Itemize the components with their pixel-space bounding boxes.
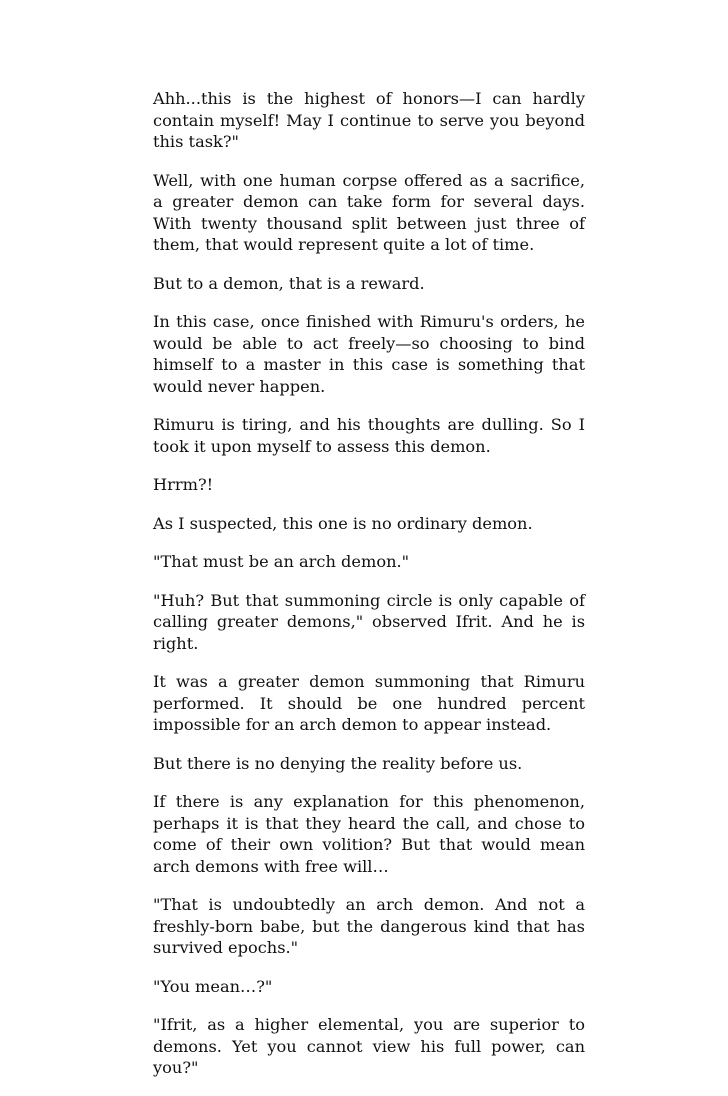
paragraph: Well, with one human corpse offered as a sacrifice, a greater demon can take form for several days. With twenty thousand split between just three of them, that would represent quite a lot of time.	[153, 170, 585, 254]
paragraph: Rimuru is tiring, and his thoughts are dulling. So I took it upon myself to assess this demon.	[153, 415, 585, 456]
paragraph: But to a demon, that is a reward.	[153, 273, 425, 293]
paragraph: Ahh...this is the highest of honors—I can hardly contain myself! May I continue to serve you beyond this task?"	[153, 89, 585, 151]
paragraph: In this case, once finished with Rimuru's orders, he would be able to act freely—so choosing to bind himself to a master in this case is something that would never happen.	[153, 312, 585, 396]
paragraph: "That is undoubtedly an arch demon. And not a freshly-born babe, but the dangerous kind that has survived epochs."	[153, 895, 585, 957]
paragraph: Hrrm?!	[153, 475, 214, 494]
paragraph: It was a greater demon summoning that Rimuru performed. It should be one hundred percent impossible for an arch demon to appear instead.	[153, 672, 585, 734]
paragraph: "You mean…?"	[153, 976, 273, 996]
paragraph: As I suspected, this one is no ordinary demon.	[153, 513, 533, 533]
paragraph: "That must be an arch demon."	[153, 552, 410, 571]
paragraph: If there is any explanation for this phenomenon, perhaps it is that they heard the call, and chose to come of their own volition? But that would mean arch demons with free will…	[153, 792, 585, 876]
paragraph: "Huh? But that summoning circle is only capable of calling greater demons," observed Ifrit. And he is right.	[153, 590, 585, 653]
body-text	[153, 88, 585, 1096]
paragraph: "Ifrit, as a higher elemental, you are superior to demons. Yet you cannot view his full power, can you?"	[153, 1015, 585, 1077]
paragraph: But there is no denying the reality before us.	[153, 753, 523, 773]
